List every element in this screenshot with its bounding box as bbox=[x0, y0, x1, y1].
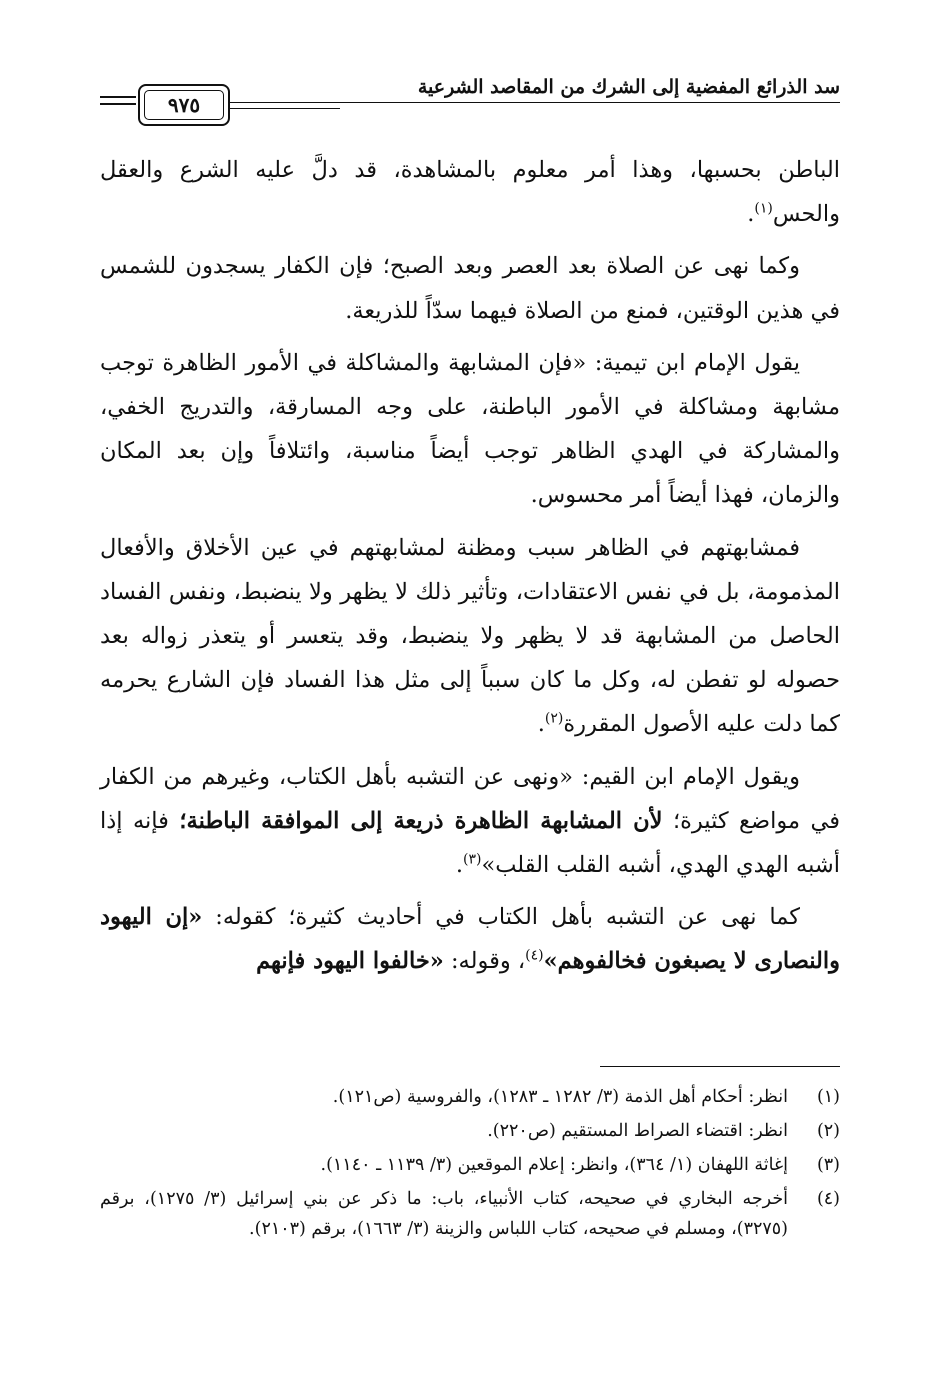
footnote-number: (٣) bbox=[816, 1155, 840, 1175]
paragraph-4 bbox=[100, 526, 840, 747]
footnote-number: (٢) bbox=[816, 1121, 840, 1141]
footnote-text: أخرجه البخاري في صحيحه، كتاب الأنبياء، باب: ما ذكر عن بني إسرائيل (٣/ ١٢٧٥)، برقم (٣٢٧٥)، ومسلم في صحيحه، كتاب اللباس والزينة (٣/ ١٦٦٣)، برقم (٢١٠٣). bbox=[100, 1189, 788, 1239]
footnote-text: انظر: أحكام أهل الذمة (٣/ ١٢٨٢ ـ ١٢٨٣)، والفروسية (ص١٢١). bbox=[332, 1087, 788, 1107]
paragraph-6-text-a: كما نهى عن التشبه بأهل الكتاب في أحاديث كثيرة؛ كقوله: bbox=[215, 904, 800, 931]
paragraph-2: وكما نهى عن الصلاة بعد العصر وبعد الصبح؛ فإن الكفار يسجدون للشمس في هذين الوقتين، فمنع من الصلاة فيهما سدّاً للذريعة. bbox=[100, 253, 840, 324]
paragraph-1 bbox=[100, 148, 840, 236]
paragraph-4-end: . bbox=[537, 711, 545, 738]
footnote-ref-3: (٣) bbox=[462, 851, 482, 868]
page-number: ٩٧٥ bbox=[144, 90, 224, 120]
header-rule bbox=[340, 102, 840, 103]
paragraph-6 bbox=[100, 895, 840, 983]
footnote-number: (٤) bbox=[816, 1189, 840, 1209]
footnote-text: انظر: اقتضاء الصراط المستقيم (ص٢٢٠). bbox=[487, 1121, 788, 1141]
page-number-frame bbox=[138, 84, 230, 126]
footnote-ref-4: (٤) bbox=[525, 947, 544, 964]
footnote-number: (١) bbox=[816, 1087, 840, 1107]
footnote-ref-2: (٢) bbox=[544, 710, 564, 727]
footnote-separator bbox=[600, 1066, 840, 1067]
footnote-text: إغاثة اللهفان (١/ ٣٦٤)، وانظر: إعلام الموقعين (٣/ ١١٣٩ ـ ١١٤٠). bbox=[320, 1155, 788, 1175]
footnote bbox=[100, 1150, 840, 1180]
page-number-ornament bbox=[100, 96, 136, 108]
paragraph-6-text-b: ، وقوله: bbox=[450, 948, 526, 975]
paragraph-6-bold-1: «إن اليهود والنصارى لا يصبغون فخالفوهم» bbox=[100, 904, 840, 975]
running-title: سد الذرائع المفضية إلى الشرك من المقاصد الشرعية bbox=[417, 76, 840, 98]
paragraph-5-end: . bbox=[455, 852, 463, 879]
paragraph-5-text-a: ويقول الإمام ابن القيم: «ونهى عن التشبه بأهل الكتاب، وغيرهم من الكفار في مواضع كثيرة؛ bbox=[100, 763, 840, 834]
footnote bbox=[100, 1116, 840, 1146]
footnote bbox=[100, 1184, 840, 1244]
paragraph-6-bold-2: «خالفوا اليهود فإنهم bbox=[256, 948, 444, 975]
header-double-rule bbox=[230, 102, 340, 114]
paragraph-1-end: . bbox=[747, 201, 755, 228]
footnote-ref-1: (١) bbox=[754, 200, 773, 217]
paragraph-5-bold: لأن المشابهة الظاهرة ذريعة إلى الموافقة الباطنة؛ bbox=[179, 807, 663, 834]
main-text bbox=[100, 148, 840, 992]
paragraph-5-text-b: فإنه إذا أشبه الهدي الهدي، أشبه القلب القلب» bbox=[100, 807, 840, 879]
paragraph-3: يقول الإمام ابن تيمية: «فإن المشابهة والمشاكلة في الأمور الظاهرة توجب مشابهة ومشاكلة في الأمور الباطنة، على وجه المسارقة، والتدريج الخفي، والمشاركة في الهدي الظاهر توجب أيضاً مناسبة، وائتلافاً وإن بعد المكان والزمان، فهذا أيضاً أمر محسوس. bbox=[100, 349, 840, 509]
footnote bbox=[100, 1082, 840, 1112]
paragraph-1-text: الباطن بحسبها، وهذا أمر معلوم بالمشاهدة، قد دلَّ عليه الشرع والعقل والحس bbox=[100, 157, 840, 228]
footnotes bbox=[100, 1082, 840, 1248]
paragraph-4-text: فمشابهتهم في الظاهر سبب ومظنة لمشابهتهم في عين الأخلاق والأفعال المذمومة، بل في نفس الاعتقادات، وتأثير ذلك لا يظهر ولا ينضبط، ونفس الفساد الحاصل من المشابهة قد لا يظهر ولا ينضبط، وقد يتعسر أو يتعذر زواله بعد حصوله لو تفطن له، وكل ما كان سبباً إلى مثل هذا الفساد فإن الشارع يحرمه كما دلت عليه الأصول المقررة bbox=[100, 534, 840, 738]
paragraph-5 bbox=[100, 755, 840, 888]
page-header bbox=[100, 70, 840, 130]
